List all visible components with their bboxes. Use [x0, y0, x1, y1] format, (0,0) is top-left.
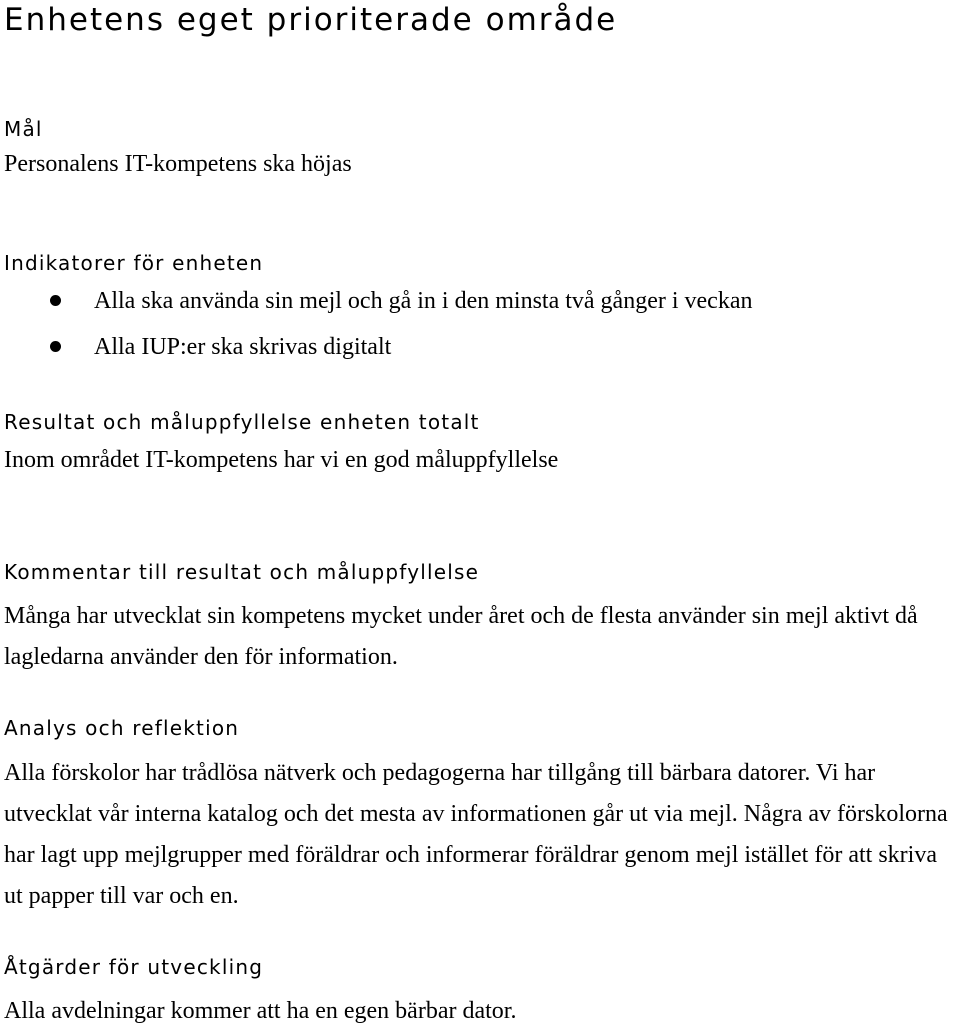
indikatorer-label: Indikatorer för enheten — [4, 251, 264, 275]
list-item-text: Alla IUP:er ska skrivas digitalt — [94, 334, 392, 360]
atgarder-text: Alla avdelningar kommer att ha en egen bärbar dator. — [4, 998, 517, 1024]
bullet-icon — [50, 341, 61, 352]
analys-label: Analys och reflektion — [4, 716, 240, 740]
mal-text: Personalens IT-kompetens ska höjas — [4, 151, 352, 177]
mal-label: Mål — [4, 117, 43, 141]
kommentar-text: Många har utvecklat sin kompetens mycket under året och de flesta använder sin mejl aktivt då lagledarna använder den för information. — [4, 603, 918, 670]
indikatorer-list — [4, 283, 752, 375]
atgarder-label: Åtgärder för utveckling — [4, 955, 264, 979]
resultat-text: Inom området IT-kompetens har vi en god måluppfyllelse — [4, 447, 559, 473]
analys-text: Alla förskolor har trådlösa nätverk och pedagogerna har tillgång till bärbara datorer. Vi har utvecklat vår interna katalog och det mesta av informationen går ut via mejl. Några av förskolorna har lagt upp mejlgrupper med föräldrar och informerar föräldrar genom mejl istället för att skriva ut papper till var och en. — [4, 760, 948, 909]
list-item — [4, 329, 752, 375]
kommentar-label: Kommentar till resultat och måluppfyllelse — [4, 560, 480, 584]
bullet-icon — [50, 295, 61, 306]
list-item-text: Alla ska använda sin mejl och gå in i den minsta två gånger i veckan — [94, 288, 753, 314]
list-item — [4, 283, 752, 329]
document-title: Enhetens eget prioriterade område — [4, 2, 618, 38]
resultat-label: Resultat och måluppfyllelse enheten totalt — [4, 410, 480, 434]
